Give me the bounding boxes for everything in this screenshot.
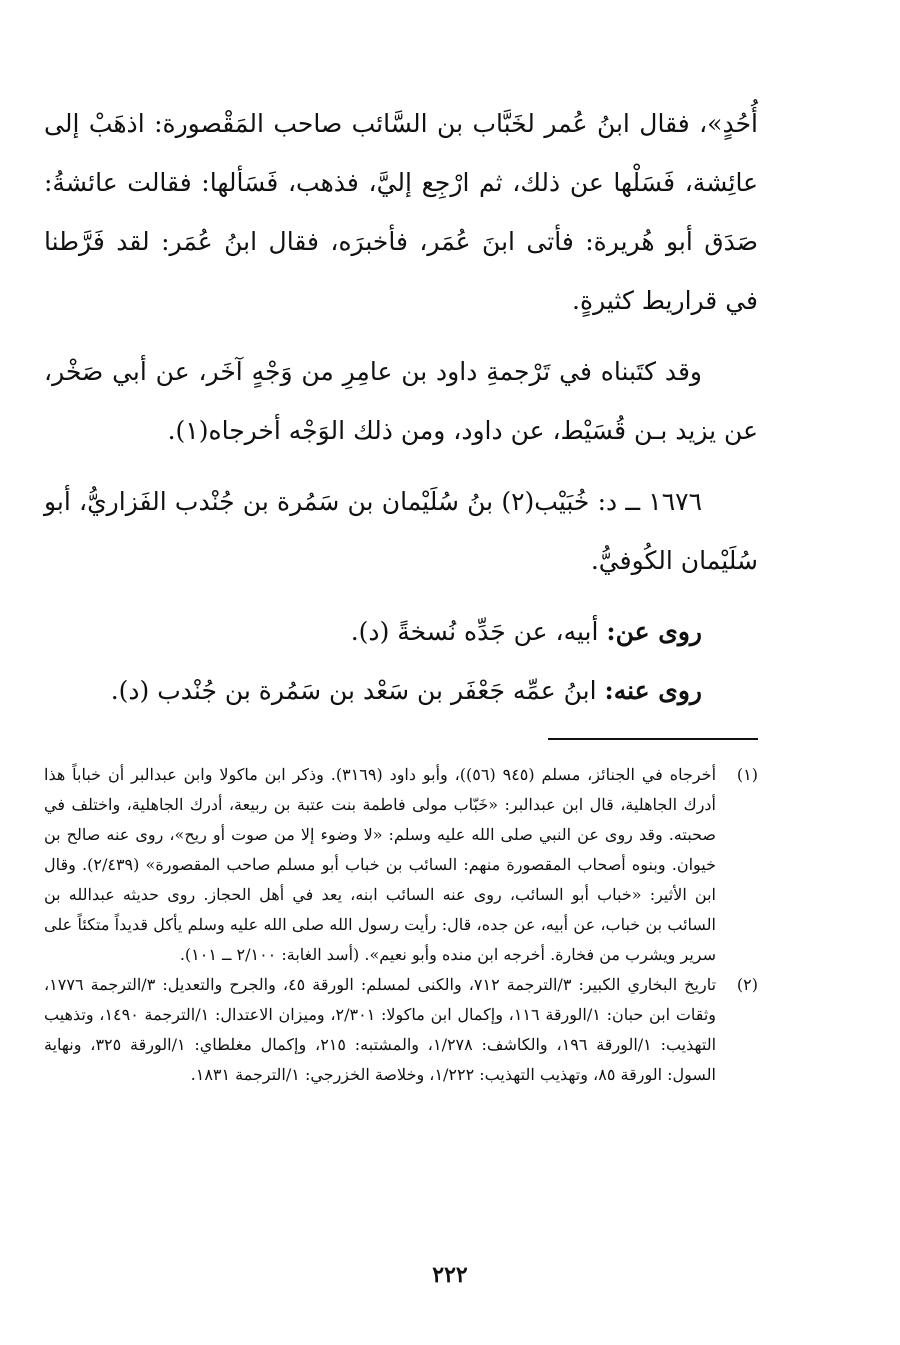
footnote-number: (١) [736,765,758,784]
narrated-from-line [44,602,758,661]
entry-number: ١٦٧٦ ــ [625,487,702,516]
entry-text: د: خُبَيْب(٢) بنُ سُلَيْمان بن سَمُرة بن جُنْدب الفَزاريُّ، أبو سُلَيْمان الكُوفيُّ. [44,487,758,575]
paragraph-1: أُحُدٍ»، فقال ابنُ عُمر لخَبَّاب بن السَّائب صاحب المَقْصورة: اذهَبْ إلى عائِشة، فَسَلْها عن ذلك، ثم ارْجِع إليَّ، فذهب، فَسَألها: فقالت عائشةُ: صَدَق أبو هُريرة: فأتى ابنَ عُمَر، فأخبرَه، فقال ابنُ عُمَر: لقد فَرَّطنا في قراريط كثيرةٍ. [44,109,758,315]
page-number: ٢٢٢ [432,1262,468,1288]
footnote [44,760,758,970]
narrated-from-text: أبيه، عن جَدِّه نُسخةً (د). [350,617,599,646]
narrated-from-label: روى عن: [606,617,702,646]
paragraph-2: وقد كتَبناه في تَرْجمةِ داود بن عامِرِ من وَجْهٍ آخَر، عن أبي صَخْر، عن يزيد بـن قُسَيْط، عن داود، ومن ذلك الوَجْه أخرجاه(١). [44,357,758,445]
footnotes [44,760,758,1090]
footnote-text: تاريخ البخاري الكبير: ٣/الترجمة ٧١٢، والكنى لمسلم: الورقة ٤٥، والجرح والتعديل: ٣/الترجمة ١٧٧٦، وثقات ابن حبان: ١/الورقة ١١٦، وإكمال ابن ماكولا: ٢/٣٠١، وميزان الاعتدال: ١/الترجمة ١٤٩٠، وتذهيب التهذيب: ١/الورقة ١٩٦، والكاشف: ١/٢٧٨، والمشتبه: ٢١٥، وإكمال مغلطاي: ١/الورقة ٣٢٥، ونهاية السول: الورقة ٨٥، وتهذيب التهذيب: ١/٢٢٢، وخلاصة الخزرجي: ١/الترجمة ١٨٣١. [44,975,717,1084]
narrated-by-line [44,661,758,720]
narrated-by-text: ابنُ عمِّه جَعْفَر بن سَعْد بن سَمُرة بن جُنْدب (د). [110,676,597,705]
footnote-number: (٢) [736,975,758,994]
footnote-text: أخرجاه في الجنائز، مسلم (٩٤٥ (٥٦))، وأبو داود (٣١٦٩). وذكر ابن ماكولا وابن عبدالبر أن خباباً هذا أدرك الجاهلية، قال ابن عبدالبر: «خَبّاب مولى فاطمة بنت عتبة بن ربيعة، أدرك الجاهلية، واختلف في صحبته. وقد روى عن النبي صلى الله عليه وسلم: «لا وضوء إلا من صوت أو ريح»، روى عنه صالح بن خيوان. وبنوه أصحاب المقصورة منهم: السائب بن خباب أبو مسلم صاحب المقصورة» (٢/٤٣٩). وقال ابن الأثير: «خباب أبو السائب، روى عنه السائب ابنه، يعد في أهل الحجاز. روى حديثه عبدالله بن السائب بن خباب، عن أبيه، عن جده، قال: رأيت رسول الله صلى الله عليه وسلم يأكل قديداً متكئاً على سرير ويشرب من فخارة. أخرجه ابن منده وأبو نعيم». (أسد الغابة: ٢/١٠٠ ــ ١٠١). [44,765,717,964]
footnote [44,970,758,1090]
footnote-divider [548,738,758,740]
entry-heading [44,472,758,590]
page-content [44,94,758,1090]
main-text [44,94,758,720]
narrated-by-label: روى عنه: [604,676,702,705]
